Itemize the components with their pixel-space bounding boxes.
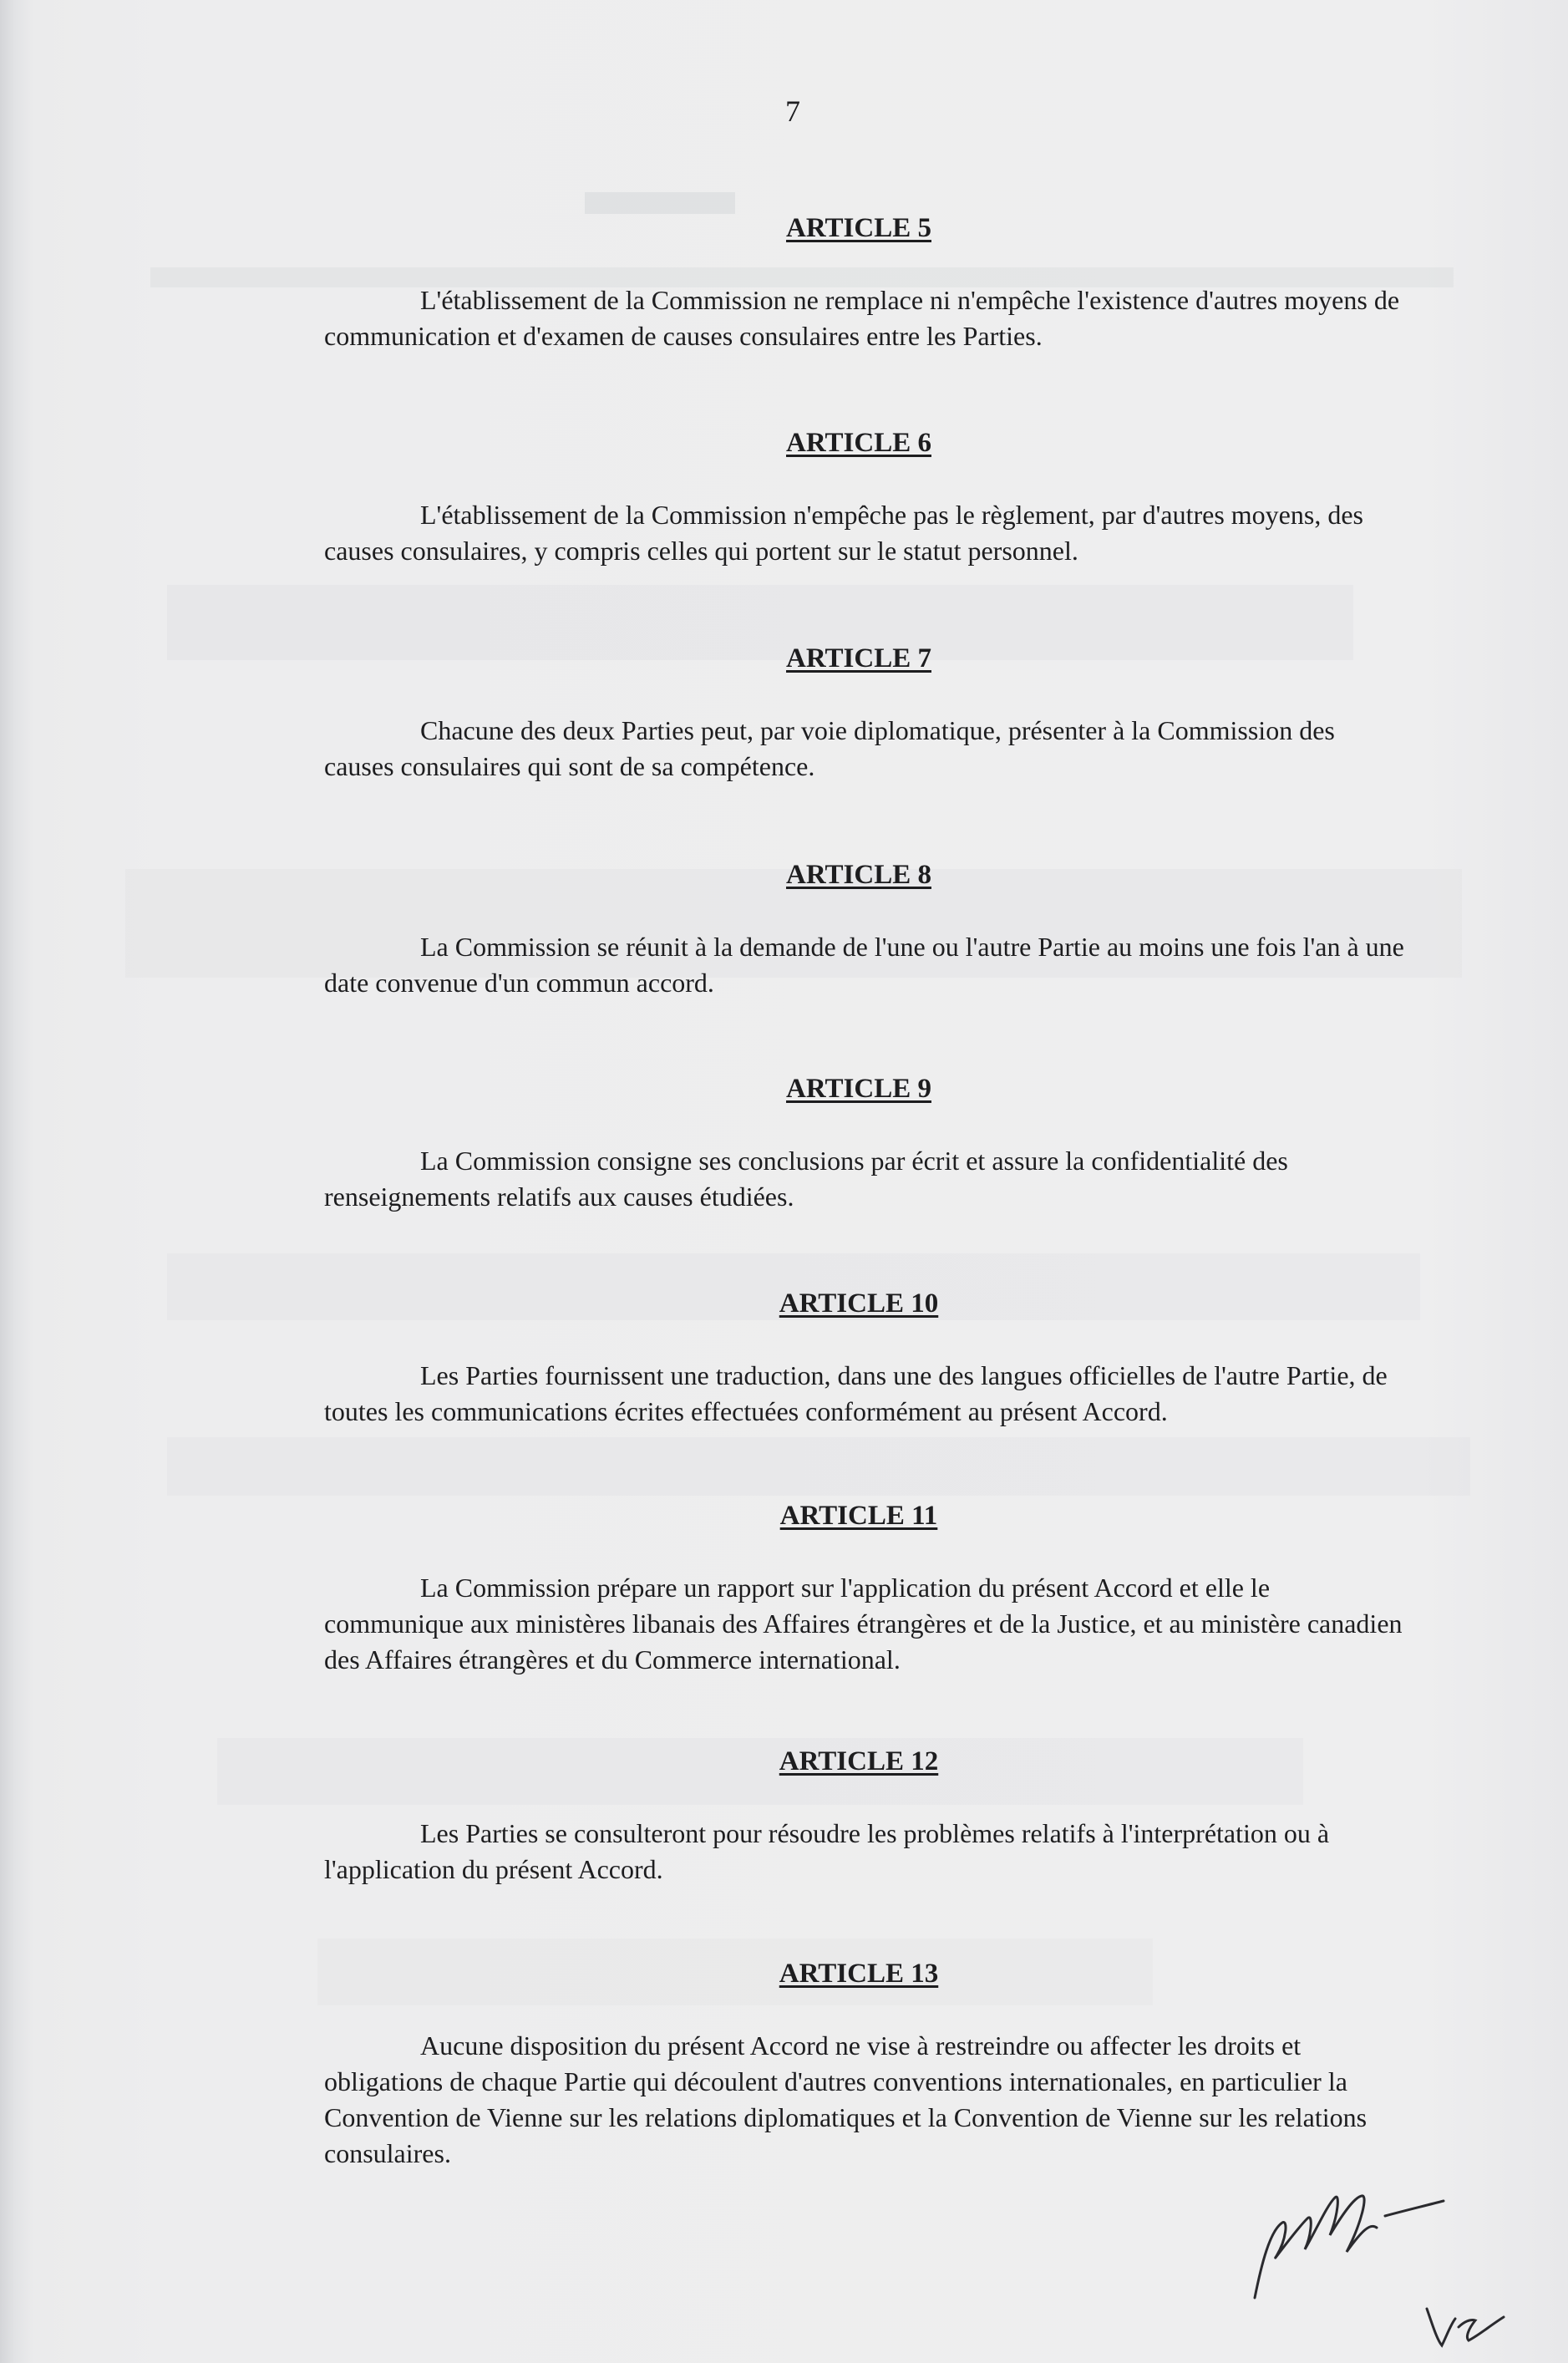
handwritten-signature xyxy=(1236,2172,1454,2306)
article-body: Les Parties se consulteront pour résoudre les problèmes relatifs à l'interprétation ou à l'application du présent Accord. xyxy=(324,1818,1330,1884)
article-5 xyxy=(324,213,1410,354)
article-body: La Commission consigne ses conclusions par écrit et assure la confidentialité des renseignements relatifs aux causes étudiées. xyxy=(324,1146,1288,1212)
bleed-through-block xyxy=(585,192,735,214)
article-body: Les Parties fournissent une traduction, dans une des langues officielles de l'autre Partie, de toutes les communications écrites effectuées conformément au présent Accord. xyxy=(324,1360,1388,1426)
article-7 xyxy=(324,643,1410,785)
article-10 xyxy=(324,1288,1410,1430)
article-11 xyxy=(324,1501,1410,1678)
article-heading: ARTICLE 8 xyxy=(786,860,931,890)
article-heading: ARTICLE 13 xyxy=(779,1959,939,1989)
article-body: L'établissement de la Commission ne remplace ni n'empêche l'existence d'autres moyens de communication et d'examen de causes consulaires entre les Parties. xyxy=(324,285,1400,351)
article-6 xyxy=(324,428,1410,569)
article-heading: ARTICLE 7 xyxy=(786,643,931,673)
article-heading: ARTICLE 12 xyxy=(779,1746,939,1776)
article-heading: ARTICLE 9 xyxy=(786,1074,931,1104)
article-13 xyxy=(324,1959,1410,2172)
page-number: 7 xyxy=(785,94,800,128)
article-body: La Commission prépare un rapport sur l'application du présent Accord et elle le communique aux ministères libanais des Affaires étrangères et de la Justice, et au ministère canadien des Affaires étrangères et du Commerce international. xyxy=(324,1573,1403,1674)
article-heading: ARTICLE 5 xyxy=(786,213,931,243)
article-heading: ARTICLE 10 xyxy=(779,1288,939,1319)
bleed-through-block xyxy=(167,1437,1470,1496)
article-12 xyxy=(324,1746,1410,1888)
article-8 xyxy=(324,860,1410,1001)
article-body: Chacune des deux Parties peut, par voie diplomatique, présenter à la Commission des causes consulaires qui sont de sa compétence. xyxy=(324,715,1335,781)
article-body: Aucune disposition du présent Accord ne vise à restreindre ou affecter les droits et obligations de chaque Partie qui découlent d'autres conventions internationales, en particulier la Convention de Vienne sur les relations diplomatiques et la Convention de Vienne sur les relations consulaires. xyxy=(324,2030,1368,2168)
article-body: L'établissement de la Commission n'empêche pas le règlement, par d'autres moyens, des causes consulaires, y compris celles qui portent sur le statut personnel. xyxy=(324,500,1363,566)
article-heading: ARTICLE 11 xyxy=(779,1501,938,1531)
article-9 xyxy=(324,1074,1410,1215)
article-body: La Commission se réunit à la demande de l'une ou l'autre Partie au moins une fois l'an à une date convenue d'un commun accord. xyxy=(324,932,1404,998)
handwritten-initials xyxy=(1420,2294,1512,2352)
article-heading: ARTICLE 6 xyxy=(786,428,931,458)
